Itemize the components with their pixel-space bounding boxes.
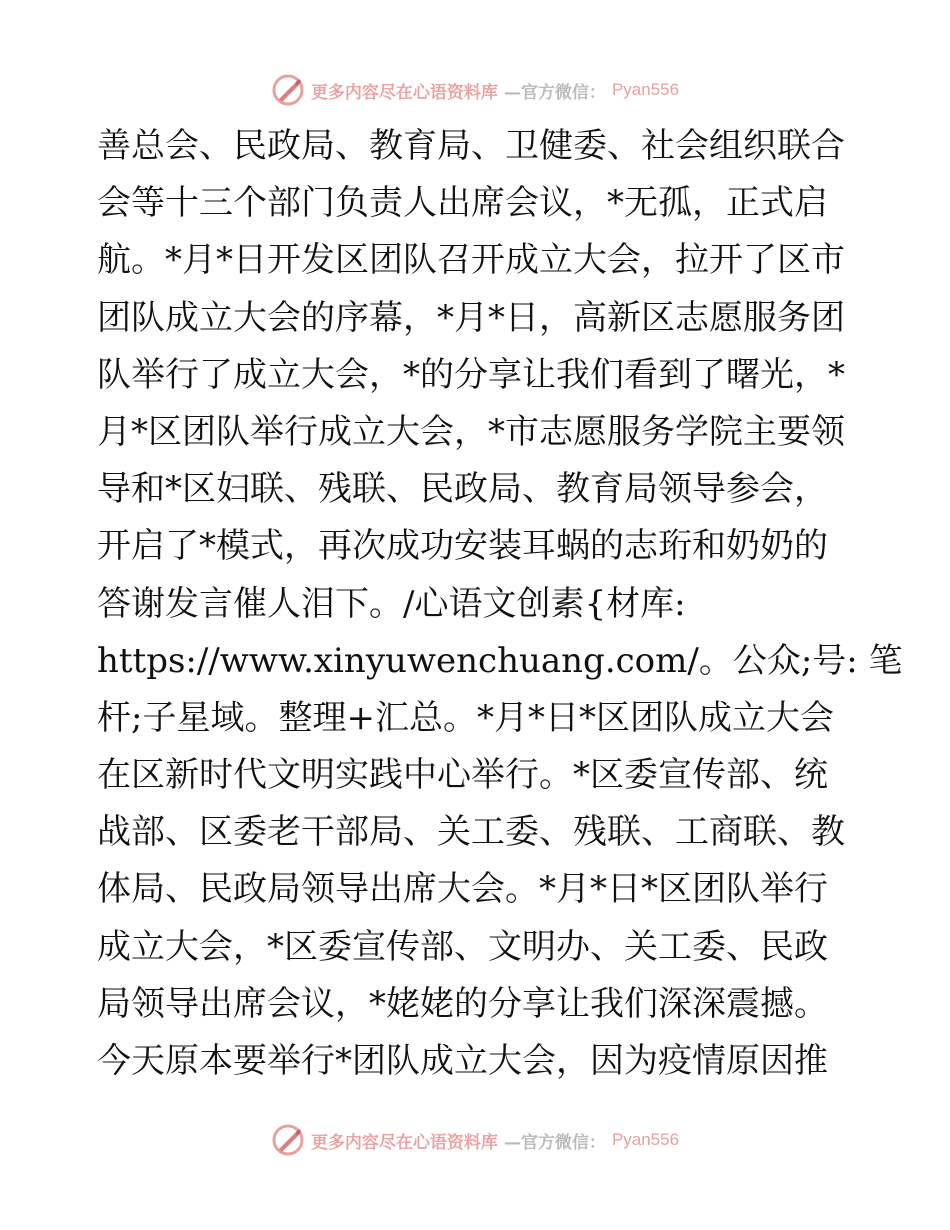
header-watermark xyxy=(0,70,950,110)
text-line: 月*区团队举行成立大会，*市志愿服务学院主要领 xyxy=(97,411,845,452)
text-line: 开启了*模式，再次成功安装耳蜗的志珩和奶奶的 xyxy=(97,526,828,567)
text-line: 导和*区妇联、残联、民政局、教育局领导参会， xyxy=(97,469,828,510)
text-line: 今天原本要举行*团队成立大会，因为疫情原因推 xyxy=(97,1041,828,1081)
text-line: 战部、区委老干部局、关工委、残联、工商联、教 xyxy=(97,812,845,853)
pen-logo-icon xyxy=(271,73,305,107)
footer-watermark-wechat: Pyan556 xyxy=(611,1130,680,1149)
text-line: 善总会、民政局、教育局、卫健委、社会组织联合 xyxy=(97,126,845,166)
pen-logo-icon xyxy=(271,1123,305,1157)
footer-watermark xyxy=(0,1120,950,1160)
text-line: 会等十三个部门负责人出席会议，*无孤，正式启 xyxy=(97,183,828,224)
text-line: 局领导出席会议，*姥姥的分享让我们深深震撼。 xyxy=(97,983,828,1024)
text-line: 团队成立大会的序幕，*月*日，高新区志愿服务团 xyxy=(97,297,845,338)
header-watermark-wechat: Pyan556 xyxy=(611,80,680,99)
footer-watermark-label: —官方微信： xyxy=(503,1132,606,1153)
text-line: 队举行了成立大会，*的分享让我们看到了曙光，* xyxy=(97,354,845,395)
text-line: 杆;子星域。整理+汇总。*月*日*区团队成立大会 xyxy=(97,697,834,738)
footer-watermark-title: 更多内容尽在心语资料库 xyxy=(310,1132,498,1153)
text-line: 体局、民政局领导出席大会。*月*日*区团队举行 xyxy=(97,869,828,910)
text-line: 在区新时代文明实践中心举行。*区委宣传部、统 xyxy=(97,755,828,796)
text-line: 航。*月*日开发区团队召开成立大会，拉开了区市 xyxy=(97,240,845,281)
header-watermark-title: 更多内容尽在心语资料库 xyxy=(310,82,498,103)
header-watermark-label: —官方微信： xyxy=(503,82,606,103)
text-line: 答谢发言催人泪下。/心语文创素{材库: xyxy=(97,583,686,624)
text-line: 成立大会，*区委宣传部、文明办、关工委、民政 xyxy=(97,926,828,967)
text-line-url: https://www.xinyuwenchuang.com/。公众;号: 笔 xyxy=(97,640,903,681)
body-text xyxy=(97,118,903,1090)
